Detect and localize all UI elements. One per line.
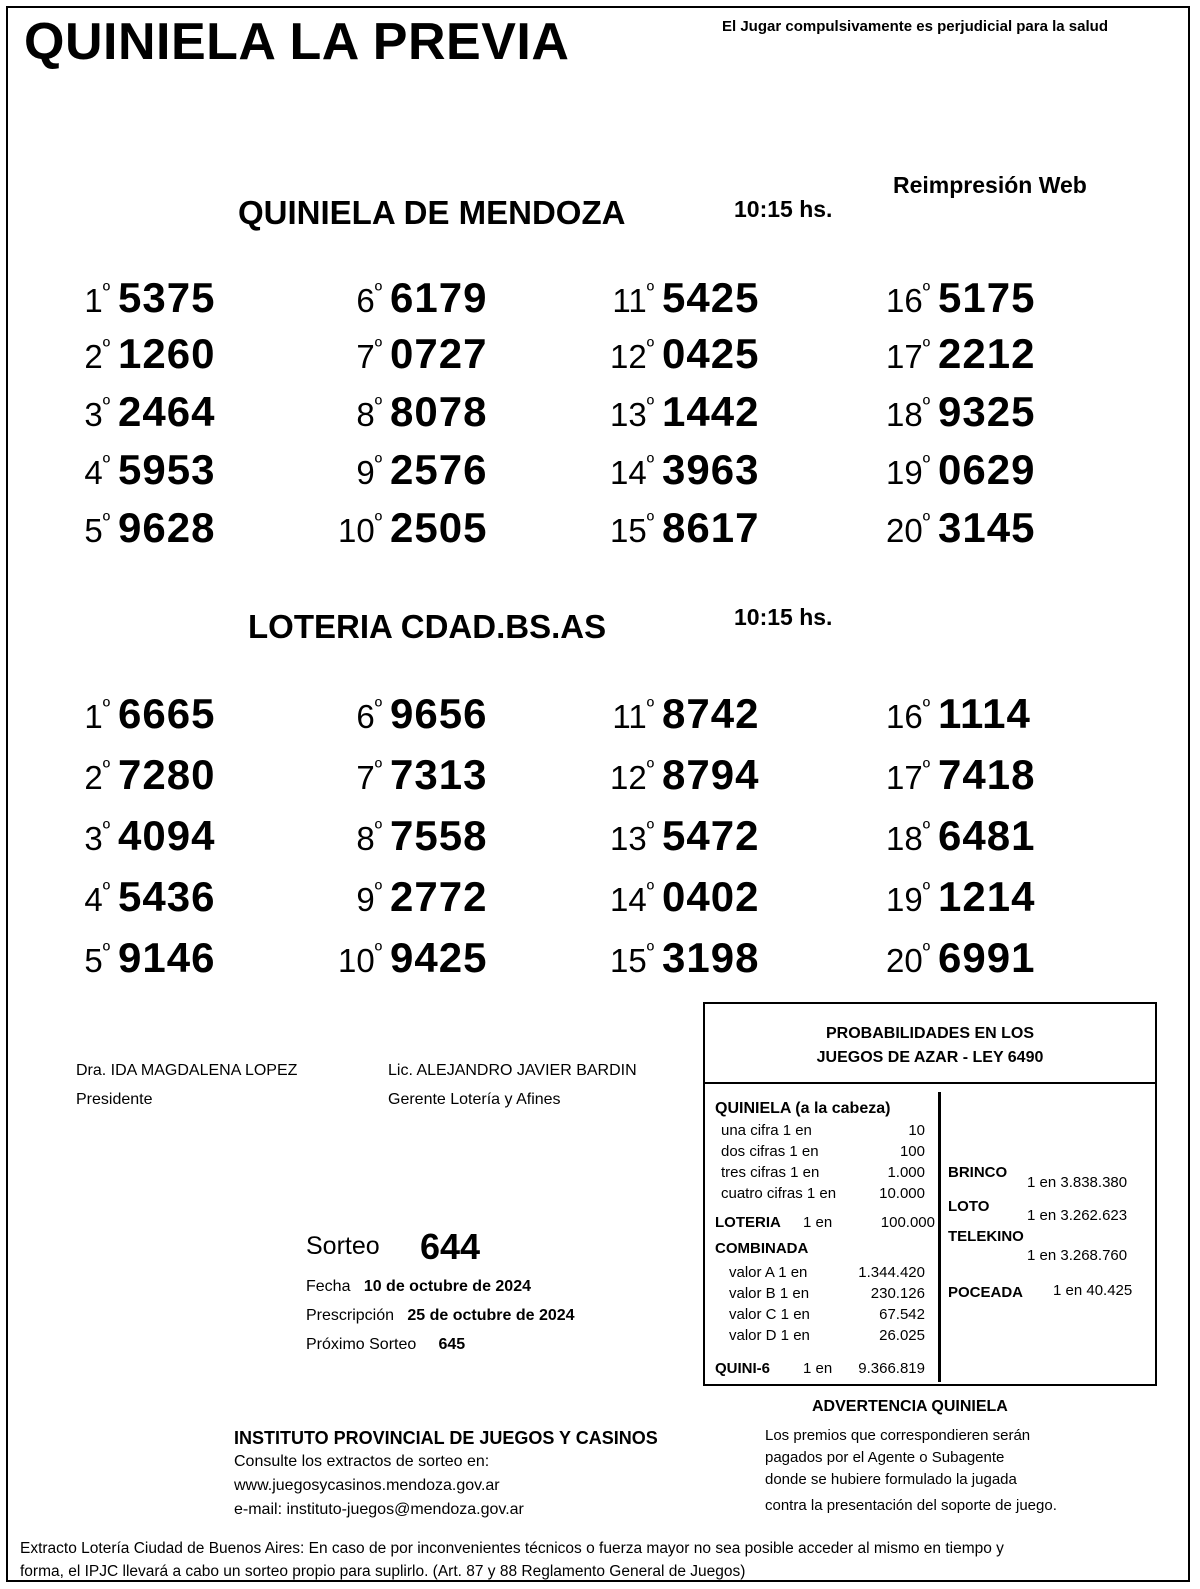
result-position: $10^º$ <box>337 510 382 549</box>
result-number: 4094 <box>118 812 216 859</box>
loteria-odds-prefix: 1 en <box>803 1214 833 1231</box>
result-number: 9628 <box>118 504 216 551</box>
proximo-value: 645 <box>438 1336 466 1353</box>
result-number: 0425 <box>662 330 760 377</box>
result-position: $1^º$ <box>84 696 110 735</box>
mendoza-result-12 <box>544 330 759 378</box>
bsas-result-6 <box>272 690 487 738</box>
bsas-result-11 <box>544 690 759 738</box>
quiniela-odds-label: una cifra 1 en <box>721 1122 812 1139</box>
footer-note-line1: Extracto Lotería Ciudad de Buenos Aires: En caso de por inconvenientes técnicos o fuerza mayor no sea posible acceder al mismo en tiempo y <box>20 1540 1004 1557</box>
result-number: 0727 <box>390 330 488 377</box>
result-number: 0629 <box>938 446 1036 493</box>
result-position: $11^º$ <box>612 696 654 735</box>
mendoza-result-3 <box>0 388 215 436</box>
mendoza-result-4 <box>0 446 215 494</box>
mendoza-result-9 <box>272 446 487 494</box>
quiniela-odds-label: cuatro cifras 1 en <box>721 1185 837 1202</box>
proximo-row <box>306 1336 465 1354</box>
combinada-odds-label: valor B 1 en <box>729 1285 810 1302</box>
mendoza-result-1 <box>0 274 215 322</box>
result-position: $4^º$ <box>84 879 110 918</box>
mendoza-result-15 <box>544 504 759 552</box>
advertencia-line: contra la presentación del soporte de juego. <box>765 1497 1057 1514</box>
result-number: 7280 <box>118 751 216 798</box>
result-number: 8742 <box>662 690 760 737</box>
result-number: 5953 <box>118 446 216 493</box>
president-name: Dra. IDA MAGDALENA LOPEZ <box>76 1062 298 1079</box>
advertencia-title: ADVERTENCIA QUINIELA <box>812 1398 1008 1415</box>
bsas-result-18 <box>820 812 1035 860</box>
bsas-result-12 <box>544 751 759 799</box>
brinco-value: 1 en 3.838.380 <box>1027 1174 1128 1191</box>
result-position: $16^º$ <box>885 280 930 319</box>
result-number: 9325 <box>938 388 1036 435</box>
result-position: $17^º$ <box>885 336 930 375</box>
result-position: $8^º$ <box>356 394 382 433</box>
result-number: 2772 <box>390 873 488 920</box>
probabilities-title-2: JUEGOS DE AZAR - LEY 6490 <box>816 1049 1044 1066</box>
result-number: 5436 <box>118 873 216 920</box>
result-position: $6^º$ <box>356 280 382 319</box>
result-position: $11^º$ <box>612 280 654 319</box>
mendoza-result-16 <box>820 274 1035 322</box>
result-position: $3^º$ <box>84 818 110 857</box>
quiniela-odds-value: 100 <box>899 1143 925 1160</box>
result-position: $10^º$ <box>337 940 382 979</box>
fecha-label: Fecha <box>306 1278 351 1295</box>
quiniela-odds-label: tres cifras 1 en <box>721 1164 820 1181</box>
result-number: 0402 <box>662 873 760 920</box>
mendoza-result-7 <box>272 330 487 378</box>
result-position: $7^º$ <box>356 336 382 375</box>
result-position: $8^º$ <box>356 818 382 857</box>
result-position: $19^º$ <box>885 879 930 918</box>
result-number: 6179 <box>390 274 488 321</box>
bsas-result-5 <box>0 934 215 982</box>
result-number: 2464 <box>118 388 216 435</box>
mendoza-result-14 <box>544 446 759 494</box>
mendoza-result-19 <box>820 446 1035 494</box>
bsas-result-1 <box>0 690 215 738</box>
quiniela-odds-value: 10.000 <box>879 1185 925 1202</box>
bsas-result-19 <box>820 873 1035 921</box>
combinada-odds-label: valor C 1 en <box>729 1306 810 1323</box>
poceada-value: 1 en 40.425 <box>1053 1282 1133 1299</box>
mendoza-result-8 <box>272 388 487 436</box>
quiniela-odds-label: dos cifras 1 en <box>721 1143 819 1160</box>
result-position: $19^º$ <box>885 452 930 491</box>
manager-role: Gerente Lotería y Afines <box>388 1091 561 1108</box>
bsas-result-3 <box>0 812 215 860</box>
combinada-odds-label: valor A 1 en <box>729 1264 808 1281</box>
bsas-result-14 <box>544 873 759 921</box>
result-number: 1114 <box>938 690 1031 737</box>
probabilities-box <box>703 1002 1157 1386</box>
result-number: 6665 <box>118 690 216 737</box>
result-position: $20^º$ <box>885 510 930 549</box>
bsas-result-16 <box>820 690 1031 738</box>
bsas-title: LOTERIA CDAD.BS.AS <box>248 608 607 645</box>
manager-name: Lic. ALEJANDRO JAVIER BARDIN <box>388 1062 637 1079</box>
result-number: 1214 <box>938 873 1036 920</box>
result-position: $15^º$ <box>609 940 654 979</box>
result-number: 5375 <box>118 274 216 321</box>
mendoza-result-18 <box>820 388 1035 436</box>
result-number: 5175 <box>938 274 1036 321</box>
result-position: $14^º$ <box>609 452 654 491</box>
footer-note-line2: forma, el IPJC llevará a cabo un sorteo propio para suplirlo. (Art. 87 y 88 Reglamento General de Juegos) <box>20 1563 746 1580</box>
result-position: $2^º$ <box>84 757 110 796</box>
bsas-result-10 <box>272 934 487 982</box>
quini6-label: QUINI-6 <box>715 1360 771 1377</box>
result-number: 8617 <box>662 504 760 551</box>
result-position: $6^º$ <box>356 696 382 735</box>
combinada-odds-value: 26.025 <box>879 1327 925 1344</box>
bsas-time: 10:15 hs. <box>734 604 833 630</box>
mendoza-time: 10:15 hs. <box>734 196 833 222</box>
reprint-label: Reimpresión Web <box>893 172 1087 198</box>
result-position: $16^º$ <box>885 696 930 735</box>
result-position: $14^º$ <box>609 879 654 918</box>
result-position: $5^º$ <box>84 510 110 549</box>
result-number: 3963 <box>662 446 760 493</box>
probabilities-header <box>705 1004 1155 1084</box>
result-position: $13^º$ <box>609 818 654 857</box>
sorteo-number: 644 <box>420 1226 481 1267</box>
result-number: 9146 <box>118 934 216 981</box>
bsas-result-2 <box>0 751 215 799</box>
prescripcion-label: Prescripción <box>306 1307 395 1324</box>
president-role: Presidente <box>76 1091 153 1108</box>
loto-value: 1 en 3.262.623 <box>1027 1207 1128 1224</box>
loteria-label: LOTERIA <box>715 1214 781 1231</box>
quini6-odds-prefix: 1 en <box>803 1360 833 1377</box>
institute-email[interactable]: e-mail: instituto-juegos@mendoza.gov.ar <box>234 1501 524 1518</box>
bsas-result-9 <box>272 873 487 921</box>
result-number: 5425 <box>662 274 760 321</box>
result-position: $20^º$ <box>885 940 930 979</box>
result-position: $5^º$ <box>84 940 110 979</box>
result-number: 6991 <box>938 934 1036 981</box>
mendoza-result-20 <box>820 504 1035 552</box>
health-warning: El Jugar compulsivamente es perjudicial para la salud <box>722 18 1108 35</box>
telekino-label: TELEKINO <box>948 1228 1024 1245</box>
result-number: 7418 <box>938 751 1036 798</box>
result-number: 7558 <box>390 812 488 859</box>
bsas-result-17 <box>820 751 1035 799</box>
result-number: 2212 <box>938 330 1036 377</box>
quiniela-odds-value: 1.000 <box>887 1164 925 1181</box>
probabilities-title-1: PROBABILIDADES EN LOS <box>825 1025 1034 1042</box>
mendoza-result-10 <box>272 504 487 552</box>
result-number: 5472 <box>662 812 760 859</box>
bsas-result-15 <box>544 934 759 982</box>
institute-website[interactable]: www.juegosycasinos.mendoza.gov.ar <box>234 1477 500 1494</box>
brinco-label: BRINCO <box>948 1164 1008 1181</box>
advertencia-line: donde se hubiere formulado la jugada <box>765 1471 1017 1488</box>
result-number: 3198 <box>662 934 760 981</box>
page-title: QUINIELA LA PREVIA <box>24 13 570 71</box>
bsas-result-8 <box>272 812 487 860</box>
result-number: 1260 <box>118 330 216 377</box>
loteria-value: 100.000 <box>880 1214 935 1231</box>
result-position: $13^º$ <box>609 394 654 433</box>
poceada-label: POCEADA <box>948 1284 1024 1301</box>
result-position: $18^º$ <box>885 394 930 433</box>
quiniela-odds-value: 10 <box>908 1122 925 1139</box>
result-number: 6481 <box>938 812 1036 859</box>
fecha-row <box>306 1278 531 1296</box>
result-number: 8794 <box>662 751 760 798</box>
result-position: $18^º$ <box>885 818 930 857</box>
result-position: $1^º$ <box>84 280 110 319</box>
result-position: $12^º$ <box>609 757 654 796</box>
institute-consult: Consulte los extractos de sorteo en: <box>234 1453 490 1470</box>
probabilities-divider <box>938 1092 941 1382</box>
fecha-value: 10 de octubre de 2024 <box>363 1278 531 1295</box>
sorteo-label: Sorteo <box>306 1232 380 1260</box>
bsas-result-4 <box>0 873 215 921</box>
prescripcion-row <box>306 1307 575 1325</box>
advertencia-line: Los premios que correspondieren serán <box>765 1427 1031 1444</box>
result-position: $9^º$ <box>356 879 382 918</box>
advertencia-line: pagados por el Agente o Subagente <box>765 1449 1005 1466</box>
combinada-odds-value: 230.126 <box>870 1285 925 1302</box>
result-position: $9^º$ <box>356 452 382 491</box>
mendoza-result-6 <box>272 274 487 322</box>
mendoza-result-2 <box>0 330 215 378</box>
result-number: 2576 <box>390 446 488 493</box>
combinada-label: COMBINADA <box>715 1240 809 1257</box>
result-position: $12^º$ <box>609 336 654 375</box>
mendoza-result-13 <box>544 388 759 436</box>
combinada-odds-label: valor D 1 en <box>729 1327 810 1344</box>
result-position: $7^º$ <box>356 757 382 796</box>
mendoza-result-11 <box>544 274 759 322</box>
result-position: $17^º$ <box>885 757 930 796</box>
result-number: 9425 <box>390 934 488 981</box>
bsas-result-7 <box>272 751 487 799</box>
mendoza-result-17 <box>820 330 1035 378</box>
result-number: 3145 <box>938 504 1036 551</box>
result-position: $2^º$ <box>84 336 110 375</box>
quini6-value: 9.366.819 <box>858 1360 925 1377</box>
result-number: 9656 <box>390 690 488 737</box>
telekino-value: 1 en 3.268.760 <box>1027 1247 1128 1264</box>
institute-name: INSTITUTO PROVINCIAL DE JUEGOS Y CASINOS <box>234 1428 658 1448</box>
prescripcion-value: 25 de octubre de 2024 <box>407 1307 575 1324</box>
result-position: $4^º$ <box>84 452 110 491</box>
loto-label: LOTO <box>948 1198 990 1215</box>
combinada-odds-value: 1.344.420 <box>858 1264 925 1281</box>
proximo-label: Próximo Sorteo <box>306 1336 417 1353</box>
bsas-result-13 <box>544 812 759 860</box>
result-number: 2505 <box>390 504 488 551</box>
result-number: 8078 <box>390 388 488 435</box>
result-number: 1442 <box>662 388 760 435</box>
mendoza-title: QUINIELA DE MENDOZA <box>238 194 626 231</box>
combinada-odds-value: 67.542 <box>879 1306 925 1323</box>
result-position: $3^º$ <box>84 394 110 433</box>
result-position: $15^º$ <box>609 510 654 549</box>
quiniela-label: QUINIELA (a la cabeza) <box>715 1100 891 1117</box>
mendoza-result-5 <box>0 504 215 552</box>
result-number: 7313 <box>390 751 488 798</box>
bsas-result-20 <box>820 934 1035 982</box>
